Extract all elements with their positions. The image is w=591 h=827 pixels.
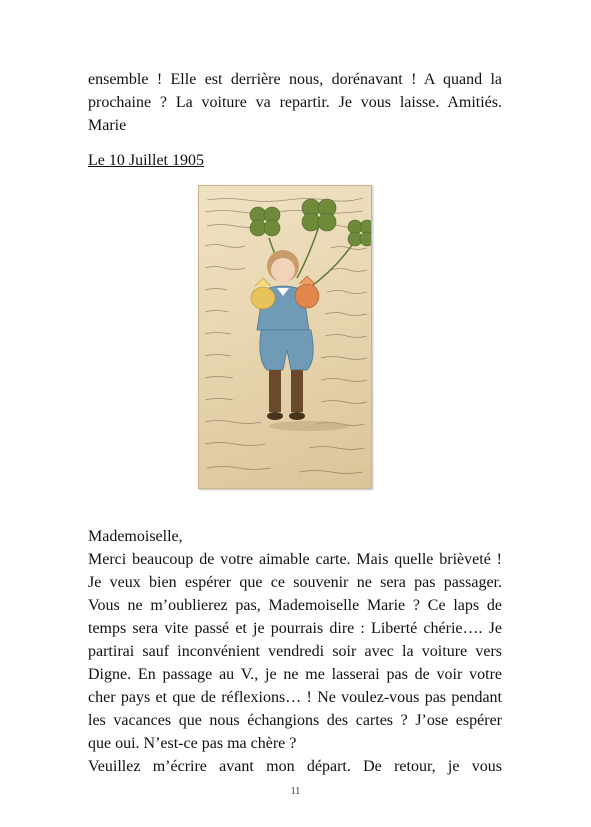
postcard-illustration bbox=[199, 186, 371, 488]
text-line: Digne. En passage au V., je ne me lasserai pas de voir votre bbox=[88, 666, 502, 683]
top-paragraph bbox=[88, 68, 502, 137]
text-line: Vous ne m’oublierez pas, Mademoiselle Marie ? Ce laps de bbox=[88, 597, 502, 614]
ground-shadow bbox=[269, 421, 349, 431]
text-line: temps sera vite passé et je pourrais dire : Liberté chérie…. Je bbox=[88, 620, 502, 637]
right-shoe bbox=[289, 412, 305, 420]
text-line: les vacances que nous échangions des cartes ? J’ose espérer bbox=[88, 712, 502, 729]
child-trousers bbox=[260, 330, 313, 370]
child-face bbox=[271, 258, 295, 282]
text-line: partirai sauf inconvénient vendredi soir avec la voiture vers bbox=[88, 643, 502, 660]
yellow-bag-icon bbox=[251, 278, 275, 309]
text-line: Veuillez m’écrire avant mon départ. De retour, je vous bbox=[88, 758, 502, 775]
right-boot bbox=[291, 370, 303, 412]
left-shoe bbox=[267, 412, 283, 420]
text-line: Merci beaucoup de votre aimable carte. Mais quelle brièveté ! bbox=[88, 551, 502, 568]
text-line: cher pays et que de réflexions… ! Ne voulez-vous pas pendant bbox=[88, 689, 502, 706]
text-line: que oui. N’est-ce pas ma chère ? bbox=[88, 735, 297, 752]
date-heading: Le 10 Juillet 1905 bbox=[88, 152, 204, 169]
text-line: ensemble ! Elle est derrière nous, dorénavant ! A quand la bbox=[88, 71, 502, 88]
clover-icon bbox=[250, 199, 371, 246]
text-line: Je veux bien espérer que ce souvenir ne sera pas passager. bbox=[88, 574, 502, 591]
text-line: prochaine ? La voiture va repartir. Je vous laisse. Amitiés. bbox=[88, 94, 502, 111]
left-boot bbox=[269, 370, 281, 412]
postcard-image bbox=[198, 185, 372, 489]
letter-body bbox=[88, 525, 502, 778]
text-line: Marie bbox=[88, 117, 127, 134]
orange-bag-icon bbox=[295, 276, 319, 308]
page-number: 11 bbox=[290, 786, 301, 797]
letter-salutation: Mademoiselle, bbox=[88, 528, 183, 545]
